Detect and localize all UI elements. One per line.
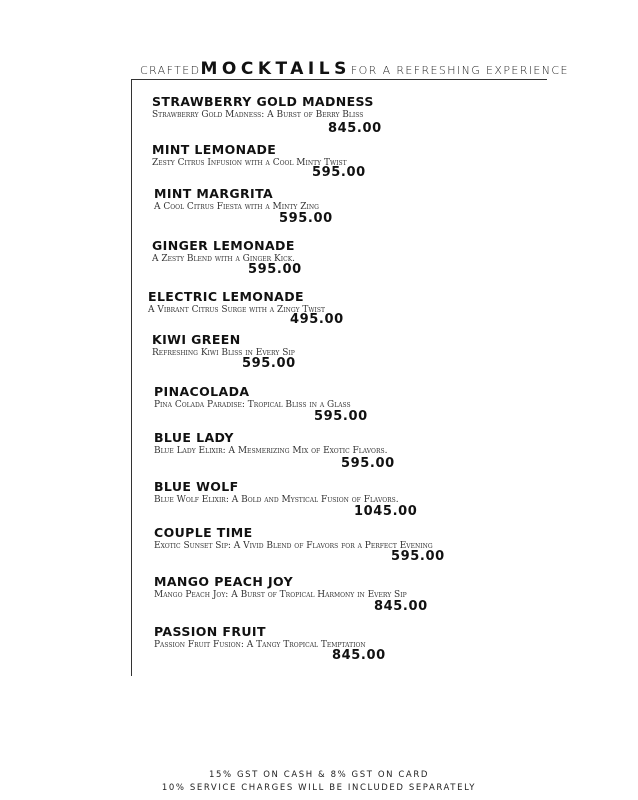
item-price: 595.00 [391, 549, 445, 564]
menu-item [152, 332, 296, 371]
menu-title: MOCKTAILS [200, 59, 351, 79]
item-name: ELECTRIC LEMONADE [148, 289, 304, 304]
item-description: Zesty Citrus Infusion with a Cool Minty Twist [152, 158, 347, 168]
item-price: 845.00 [328, 121, 382, 136]
menu-item [154, 624, 386, 663]
menu-item [152, 94, 382, 136]
item-price: 845.00 [332, 648, 386, 663]
item-name: COUPLE TIME [154, 525, 253, 540]
item-price: 595.00 [314, 409, 368, 424]
item-description: Blue Wolf Elixir: A Bold and Mystical Fusion of Flavors. [154, 495, 399, 505]
item-description: Strawberry Gold Madness: A Burst of Berry Bliss [152, 110, 364, 120]
item-description: Blue Lady Elixir: A Mesmerizing Mix of Exotic Flavors. [154, 446, 388, 456]
item-price: 845.00 [374, 599, 428, 614]
item-price: 595.00 [312, 165, 366, 180]
item-name: PASSION FRUIT [154, 624, 266, 639]
item-name: BLUE LADY [154, 430, 234, 445]
item-description: A Vibrant Citrus Surge with a Zingy Twist [148, 305, 326, 315]
item-price: 1045.00 [354, 504, 418, 519]
item-name: STRAWBERRY GOLD MADNESS [152, 94, 374, 109]
item-price: 495.00 [290, 312, 344, 327]
menu-item [154, 479, 418, 519]
tax-note-service: 10% SERVICE CHARGES WILL BE INCLUDED SEPARATELY [161, 783, 477, 793]
tax-note-gst: 15% GST ON CASH & 8% GST ON CARD [208, 770, 429, 780]
item-description: Pina Colada Paradise: Tropical Bliss in a Glass [154, 400, 351, 410]
side-divider [131, 79, 132, 676]
item-name: MINT MARGRITA [154, 186, 274, 201]
item-description: Exotic Sunset Sip: A Vivid Blend of Flavors for a Perfect Evening [154, 541, 433, 551]
item-name: MINT LEMONADE [152, 142, 277, 157]
item-description: Mango Peach Joy: A Burst of Tropical Harmony in Every Sip [154, 590, 407, 600]
tax-note [0, 769, 638, 795]
item-description: Passion Fruit Fusion: A Tangy Tropical Temptation [154, 640, 366, 650]
header-right-text: FOR A REFRESHING EXPERIENCE [350, 64, 569, 77]
menu-item [154, 525, 445, 564]
header-left-text: CRAFTED [140, 64, 201, 77]
item-name: KIWI GREEN [152, 332, 241, 347]
menu-item [154, 430, 395, 471]
menu-item [154, 384, 368, 424]
item-name: MANGO PEACH JOY [154, 574, 294, 589]
item-description: A Zesty Blend with a Ginger Kick. [152, 254, 296, 264]
menu-item [152, 238, 302, 277]
item-description: A Cool Citrus Fiesta with a Minty Zing [154, 202, 319, 212]
item-price: 595.00 [242, 356, 296, 371]
menu-item [148, 289, 344, 327]
menu-header [140, 59, 569, 79]
item-price: 595.00 [279, 211, 333, 226]
item-price: 595.00 [341, 456, 395, 471]
item-name: BLUE WOLF [154, 479, 239, 494]
item-price: 595.00 [248, 262, 302, 277]
menu-item [154, 186, 333, 226]
item-description: Refreshing Kiwi Bliss in Every Sip [152, 348, 295, 358]
menu-item [152, 142, 366, 180]
header-divider [131, 79, 547, 80]
item-name: GINGER LEMONADE [152, 238, 295, 253]
menu-item [154, 574, 428, 614]
item-name: PINACOLADA [154, 384, 250, 399]
